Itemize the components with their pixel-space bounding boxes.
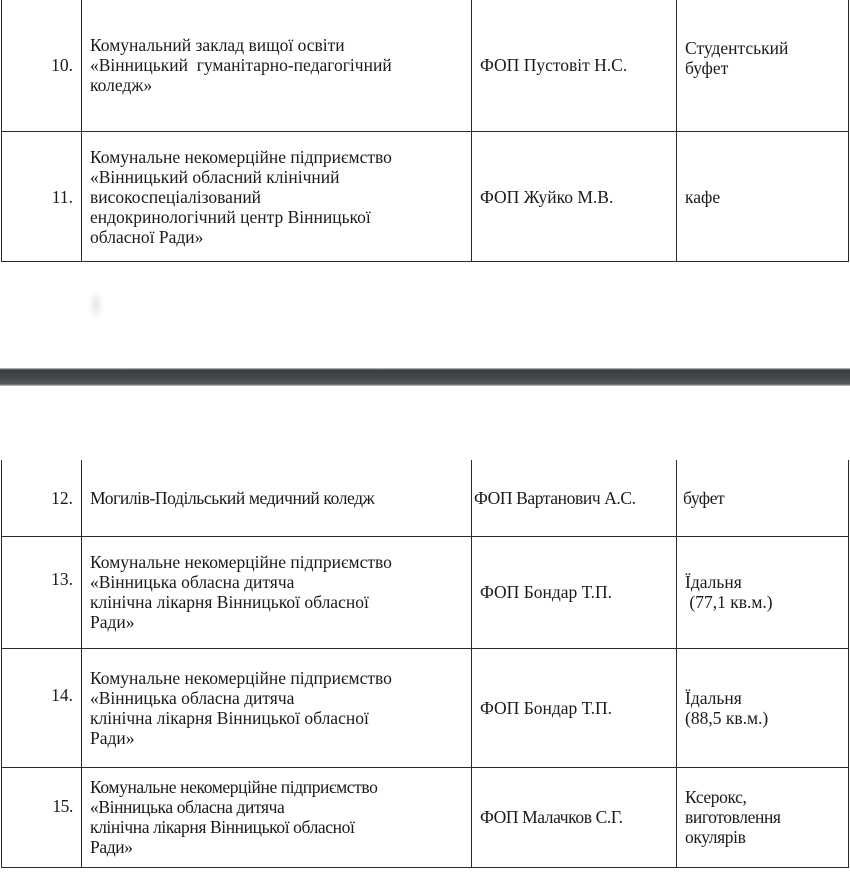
purpose-line: Їдальня [685, 687, 742, 708]
purpose-line: кафе [685, 186, 721, 207]
institution-line: «Вінницька обласна дитяча [90, 687, 295, 708]
purpose-line: (88,5 кв.м.) [685, 707, 769, 728]
lease-table-bottom [1, 460, 849, 868]
institution-line: клінічна лікарня Вінницької обласної [90, 592, 369, 612]
purpose-line: Ксерокс, [685, 787, 747, 807]
institution-line: коледж» [90, 75, 153, 95]
document-page-top [0, 0, 850, 368]
institution-line: «Вінницька обласна дитяча [90, 797, 285, 817]
institution-cell [82, 536, 472, 648]
table-row [2, 132, 849, 262]
purpose-line: буфет [683, 487, 725, 508]
table-row [2, 0, 849, 132]
institution-line: Ради» [90, 727, 135, 748]
institution-line: Комунальне некомерційне підприємство [90, 552, 392, 572]
institution-cell [82, 0, 472, 132]
document-page-bottom [0, 386, 850, 875]
institution-line: Комунальне некомерційне підприємство [90, 667, 392, 688]
lease-table-top [1, 0, 849, 262]
row-number: 15. [2, 767, 82, 867]
scan-smudge [88, 290, 104, 320]
purpose-line: виготовлення [685, 807, 781, 827]
institution-line: ендокринологічний центр Вінницької [90, 206, 371, 227]
purpose-line: Їдальня [685, 572, 742, 592]
purpose-line: буфет [685, 58, 729, 78]
institution-line: обласної Ради» [90, 226, 204, 247]
purpose-line: Студентський [685, 38, 789, 58]
institution-cell [82, 132, 472, 262]
purpose-cell [677, 132, 849, 262]
institution-line: Комунальне некомерційне підприємство [90, 777, 378, 797]
institution-line: клінічна лікарня Вінницької обласної [90, 817, 355, 837]
tenant-cell: ФОП Малачков С.Г. [472, 767, 677, 867]
institution-cell [82, 767, 472, 867]
institution-line: клінічна лікарня Вінницької обласної [90, 707, 369, 728]
row-number: 14. [2, 648, 82, 767]
institution-cell [82, 460, 472, 536]
purpose-cell [677, 0, 849, 132]
tenant-cell: ФОП Вартанович А.С. [472, 460, 677, 536]
institution-line: Могилів-Подільський медичний коледж [90, 487, 375, 508]
purpose-line: (77,1 кв.м.) [685, 592, 773, 612]
institution-cell [82, 648, 472, 767]
purpose-cell [677, 767, 849, 867]
institution-line: Комунальний заклад вищої освіти [90, 35, 345, 55]
row-number: 12. [2, 460, 82, 536]
page-separator [0, 368, 850, 386]
table-row [2, 648, 849, 767]
institution-line: «Вінницька обласна дитяча [90, 572, 295, 592]
row-number: 13. [2, 536, 82, 648]
row-number: 10. [2, 0, 82, 132]
tenant-cell: ФОП Пустовіт Н.С. [472, 0, 677, 132]
institution-line: «Вінницький гуманітарно-педагогічний [90, 55, 392, 75]
purpose-cell [677, 536, 849, 648]
institution-line: Комунальне некомерційне підприємство [90, 146, 392, 167]
institution-line: високоспеціалізований [90, 186, 262, 207]
purpose-cell [677, 648, 849, 767]
institution-line: «Вінницький обласний клінічний [90, 166, 340, 187]
table-row [2, 460, 849, 536]
institution-line: Ради» [90, 612, 135, 632]
table-row [2, 536, 849, 648]
institution-line: Ради» [90, 837, 133, 857]
tenant-cell: ФОП Бондар Т.П. [472, 648, 677, 767]
table-row [2, 767, 849, 867]
purpose-cell [677, 460, 849, 536]
tenant-cell: ФОП Бондар Т.П. [472, 536, 677, 648]
tenant-cell: ФОП Жуйко М.В. [472, 132, 677, 262]
purpose-line: окулярів [685, 827, 746, 847]
row-number: 11. [2, 132, 82, 262]
